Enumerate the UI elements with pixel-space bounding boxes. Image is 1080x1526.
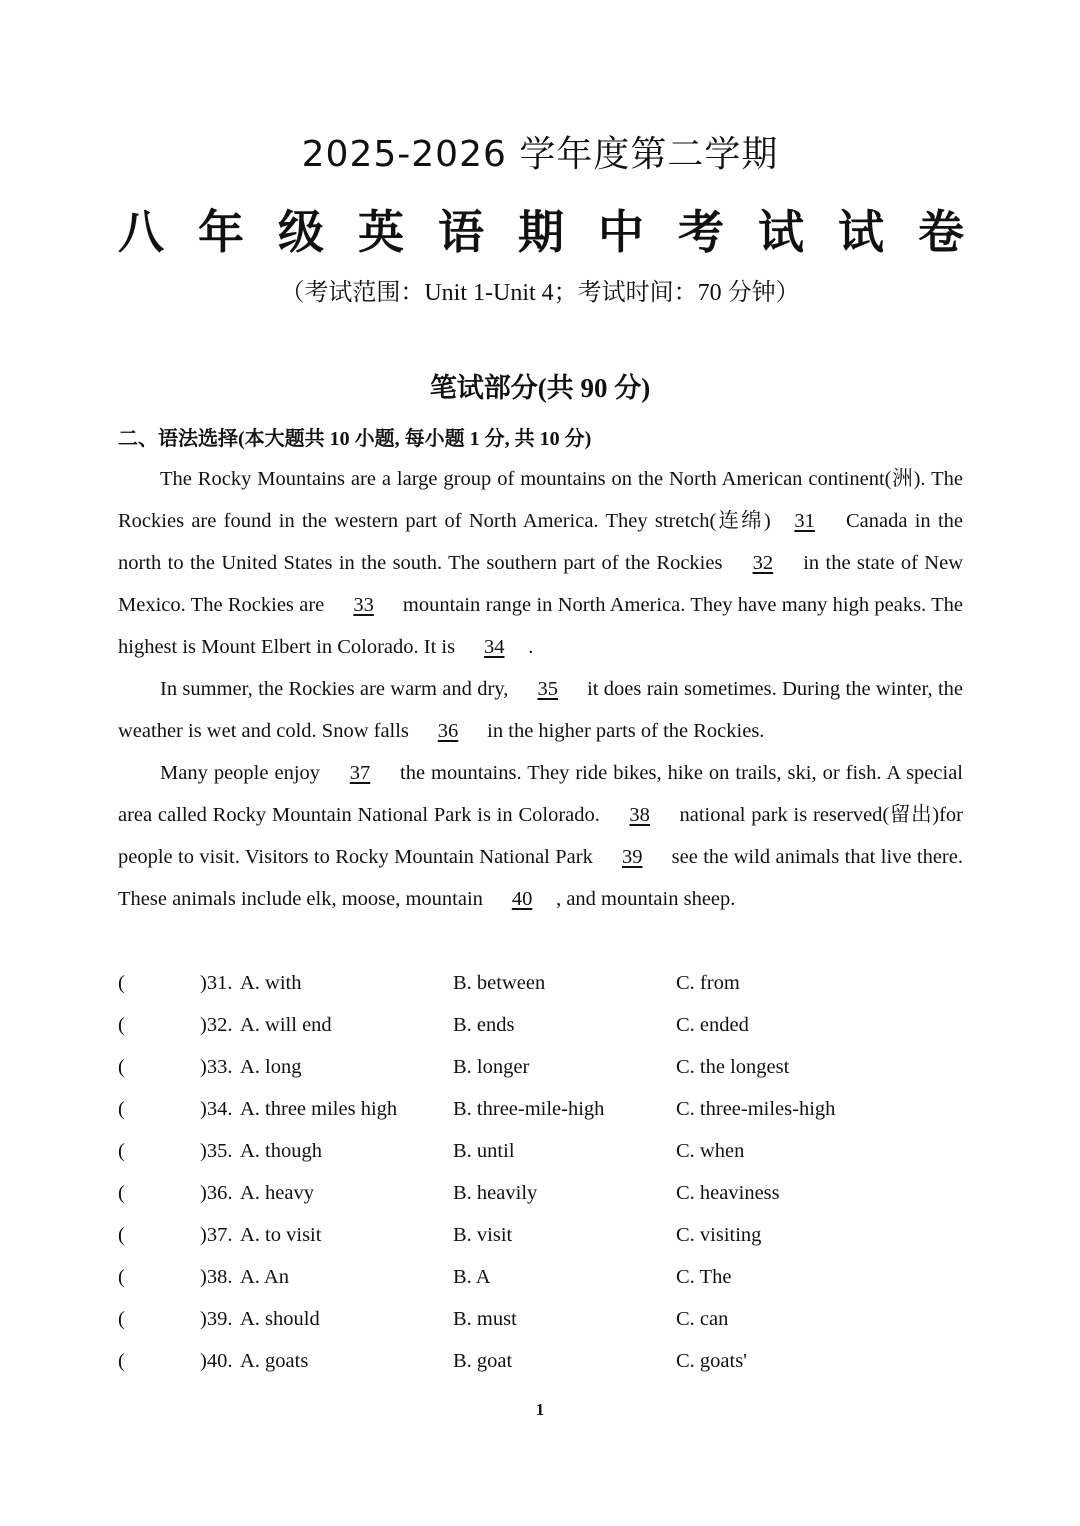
option-c: C. visiting (676, 1224, 762, 1246)
option-c: C. can (676, 1308, 729, 1330)
blank-32: 32 (752, 552, 774, 574)
option-b: B. visit (453, 1224, 513, 1246)
question-row (118, 1004, 963, 1046)
passage-text: see the wild animals that live there. These animals include elk, moose, mountain (118, 846, 963, 910)
answer-paren: ( (118, 1014, 125, 1036)
option-a: A. will end (240, 1014, 332, 1036)
option-a: A. heavy (240, 1182, 315, 1204)
question-row (118, 1172, 963, 1214)
passage-text: The Rocky Mountains are a large group of mountains on the North American continent(洲). The Rockies are found in the western part of North America. They stretch(连绵) (118, 468, 963, 532)
option-c: C. when (676, 1140, 745, 1162)
passage-text: Many people enjoy (160, 762, 327, 784)
part-heading: 二、语法选择(本大题共 10 小题, 每小题 1 分, 共 10 分) (118, 428, 592, 450)
year-title: 2025-2026 学年度第二学期 (301, 134, 779, 175)
main-title-char: 英 (358, 205, 404, 259)
main-title-char: 期 (518, 205, 564, 259)
main-title-char: 试 (758, 205, 804, 259)
answer-paren: ( (118, 1140, 125, 1162)
answer-paren: ( (118, 1182, 125, 1204)
question-row (118, 1340, 963, 1382)
blank-38: 38 (629, 804, 650, 826)
option-b: B. A (453, 1266, 491, 1288)
option-b: B. between (453, 972, 546, 994)
question-number: )39. (200, 1308, 233, 1330)
option-a: A. three miles high (240, 1098, 398, 1120)
blank-40: 40 (511, 888, 533, 910)
section-title: 笔试部分(共 90 分) (429, 373, 651, 403)
option-b: B. heavily (453, 1182, 538, 1204)
option-b: B. longer (453, 1056, 530, 1078)
answer-paren: ( (118, 1224, 125, 1246)
question-number: )40. (200, 1350, 233, 1372)
answer-paren: ( (118, 1098, 125, 1120)
option-c: C. ended (676, 1014, 749, 1036)
main-title-char: 卷 (918, 205, 964, 259)
question-row (118, 1046, 963, 1088)
option-a: A. to visit (240, 1224, 322, 1246)
blank-39: 39 (621, 846, 643, 868)
answer-paren: ( (118, 972, 125, 994)
option-a: A. long (240, 1056, 302, 1078)
passage-text: . (528, 636, 534, 658)
option-b: B. ends (453, 1014, 515, 1036)
main-title-char: 考 (678, 205, 724, 259)
question-row (118, 1130, 963, 1172)
option-c: C. three-miles-high (676, 1098, 836, 1120)
question-number: )33. (200, 1056, 233, 1078)
option-b: B. three-mile-high (453, 1098, 605, 1120)
passage-text: , and mountain sheep. (556, 888, 736, 910)
main-title-char: 中 (598, 205, 644, 259)
passage-paragraph (118, 668, 963, 752)
answer-paren: ( (118, 1056, 125, 1078)
blank-34: 34 (483, 636, 505, 658)
main-title-char: 语 (438, 205, 484, 259)
answer-paren: ( (118, 1350, 125, 1372)
page-number: 1 (535, 1400, 545, 1419)
question-row (118, 1214, 963, 1256)
blank-35: 35 (537, 678, 558, 700)
question-number: )32. (200, 1014, 233, 1036)
question-number: )34. (200, 1098, 233, 1120)
question-row (118, 1298, 963, 1340)
option-c: C. The (676, 1266, 732, 1288)
question-number: )37. (200, 1224, 233, 1246)
option-b: B. until (453, 1140, 515, 1162)
passage-text: in the higher parts of the Rockies. (482, 720, 765, 742)
passage-text: In summer, the Rockies are warm and dry, (160, 678, 514, 700)
question-row (118, 962, 963, 1004)
option-a: A. though (240, 1140, 322, 1162)
option-a: A. goats (240, 1350, 309, 1372)
question-row (118, 1088, 963, 1130)
reading-passage (118, 458, 963, 920)
answer-paren: ( (118, 1308, 125, 1330)
question-options-list (118, 962, 963, 1382)
option-a: A. An (240, 1266, 289, 1288)
option-c: C. goats' (676, 1350, 747, 1372)
blank-36: 36 (437, 720, 459, 742)
passage-text: the mountains. They ride bikes, hike on trails, ski, or fish. A special area called Rocky Mountain National Park is in Colorado. (118, 762, 963, 826)
option-c: C. the longest (676, 1056, 790, 1078)
question-row (118, 1256, 963, 1298)
main-title-char: 年 (198, 205, 244, 259)
passage-text: it does rain sometimes. During the winter, the weather is wet and cold. Snow falls (118, 678, 963, 742)
passage-text: Canada in the north to the United States in the south. The southern part of the Rockies (118, 510, 963, 574)
question-number: )35. (200, 1140, 233, 1162)
question-number: )38. (200, 1266, 233, 1288)
blank-33: 33 (353, 594, 374, 616)
exam-subtitle: （考试范围：Unit 1-Unit 4；考试时间：70 分钟） (280, 280, 800, 306)
blank-31: 31 (794, 510, 815, 532)
question-number: )31. (200, 972, 233, 994)
main-title-char: 级 (278, 205, 324, 259)
main-title (118, 196, 964, 262)
passage-text: in the state of New Mexico. The Rockies are (118, 552, 963, 616)
option-b: B. must (453, 1308, 517, 1330)
option-c: C. heaviness (676, 1182, 780, 1204)
option-a: A. with (240, 972, 302, 994)
option-c: C. from (676, 972, 740, 994)
question-number: )36. (200, 1182, 233, 1204)
option-b: B. goat (453, 1350, 513, 1372)
passage-paragraph (118, 458, 963, 668)
option-a: A. should (240, 1308, 320, 1330)
blank-37: 37 (349, 762, 371, 784)
main-title-char: 试 (838, 205, 884, 259)
passage-text: mountain range in North America. They have many high peaks. The highest is Mount Elbert in Colorado. It is (118, 594, 963, 658)
passage-paragraph (118, 752, 963, 920)
passage-text: national park is reserved(留出)for people to visit. Visitors to Rocky Mountain National Park (118, 804, 963, 868)
answer-paren: ( (118, 1266, 125, 1288)
main-title-char: 八 (118, 205, 164, 259)
